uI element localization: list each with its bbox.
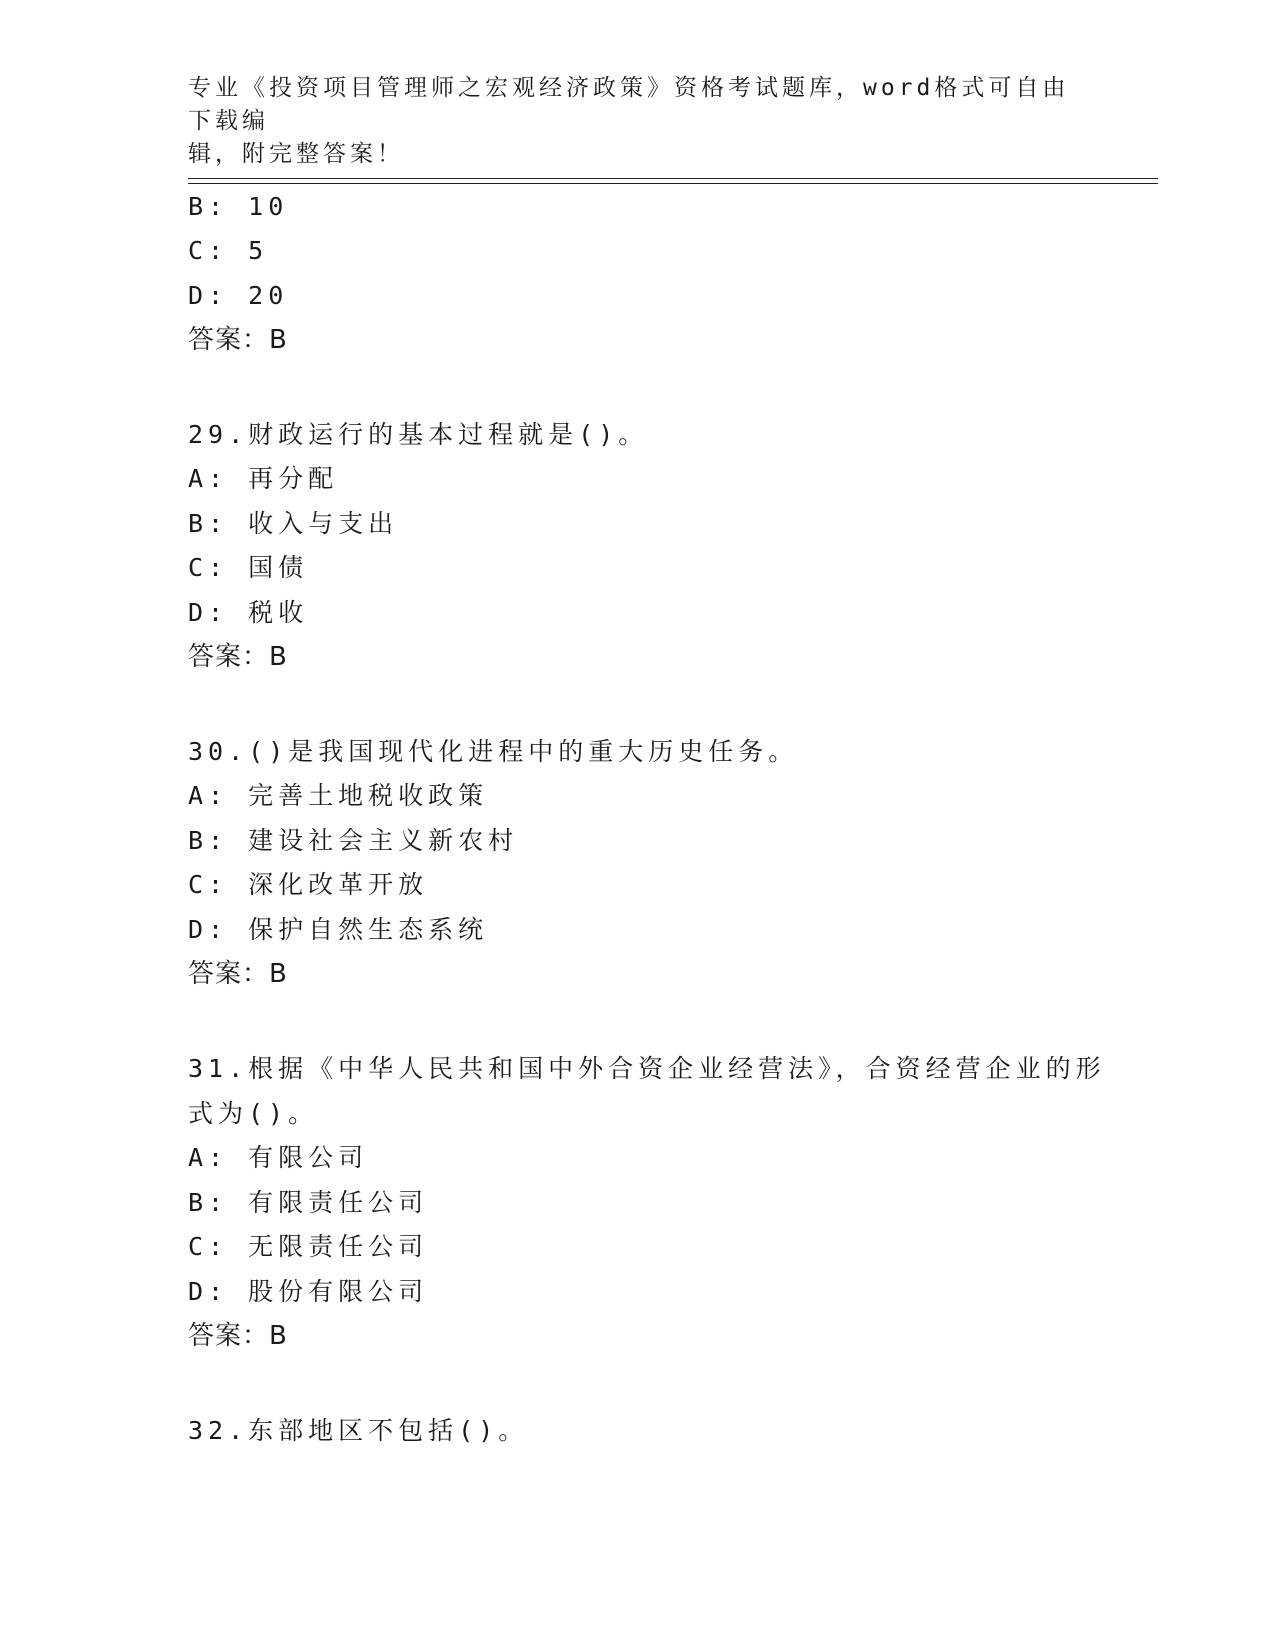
q31-question-line-1: 31.根据《中华人民共和国中外合资企业经营法》，合资经营企业的形 xyxy=(188,1054,1106,1083)
q28-option-c: C: 5 xyxy=(188,236,269,265)
q30-option-c: C: 深化改革开放 xyxy=(188,870,429,899)
header-line-2: 辑，附完整答案！ xyxy=(188,141,404,167)
q31-option-b: B: 有限责任公司 xyxy=(188,1188,429,1217)
q31-option-d: D: 股份有限公司 xyxy=(188,1277,429,1306)
q32-question: 32.东部地区不包括()。 xyxy=(188,1416,529,1445)
q29-option-d: D: 税收 xyxy=(188,598,309,627)
q29-answer: 答案：B xyxy=(188,642,288,672)
q29-option-a: A: 再分配 xyxy=(188,464,339,493)
header-divider-top xyxy=(188,178,1158,179)
q29-option-c: C: 国债 xyxy=(188,553,309,582)
q30-option-a: A: 完善土地税收政策 xyxy=(188,781,489,810)
q30-answer: 答案：B xyxy=(188,959,288,989)
header-divider-bottom xyxy=(188,183,1158,184)
q28-answer: 答案：B xyxy=(188,325,288,355)
q29-option-b: B: 收入与支出 xyxy=(188,509,399,538)
q31-option-a: A: 有限公司 xyxy=(188,1143,369,1172)
q30-question: 30.()是我国现代化进程中的重大历史任务。 xyxy=(188,737,799,766)
q30-option-d: D: 保护自然生态系统 xyxy=(188,915,489,944)
q28-option-d: D: 20 xyxy=(188,281,289,310)
q31-option-c: C: 无限责任公司 xyxy=(188,1232,429,1261)
q28-option-b: B: 10 xyxy=(188,192,289,221)
document-header xyxy=(188,72,1088,171)
q31-answer: 答案：B xyxy=(188,1321,288,1351)
q31-question-line-2: 式为()。 xyxy=(188,1099,319,1128)
q30-option-b: B: 建设社会主义新农村 xyxy=(188,826,519,855)
header-line-1: 专业《投资项目管理师之宏观经济政策》资格考试题库，word格式可自由下载编 xyxy=(188,75,1070,134)
q29-question: 29.财政运行的基本过程就是()。 xyxy=(188,420,649,449)
